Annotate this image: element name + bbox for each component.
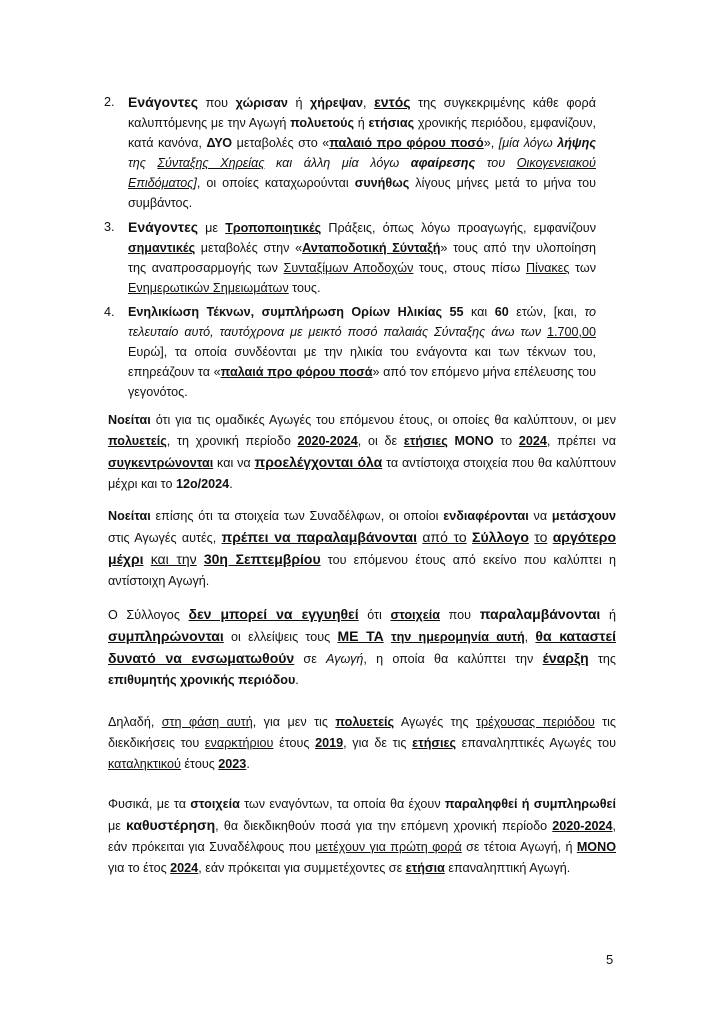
text-run: 2020-2024 [297, 434, 358, 448]
text-run: πολυετείς [335, 715, 395, 729]
text-run: σε [294, 652, 327, 666]
text-run: πρέπει να παραλαμβάνονται [221, 529, 417, 545]
text-run: έτους [180, 757, 219, 771]
text-run: , [524, 630, 536, 644]
text-run: 12ο/2024 [175, 477, 230, 491]
text-run: ΜΟΝΟ [576, 840, 616, 854]
text-run: ενδιαφέρονται [443, 509, 529, 523]
text-run: στοιχεία [390, 608, 441, 622]
text-run: Συνταξίμων Αποδοχών [283, 261, 414, 275]
text-run: , θα διεκδικηθούν ποσά για την επόμενη χρονική περίοδο [215, 819, 553, 833]
list-item [104, 92, 597, 213]
text-run: , για δε τις [343, 736, 413, 750]
text-run: να [528, 509, 552, 523]
text-run: . [229, 477, 233, 491]
text-run: επαναληπτικές Αγωγές του [456, 736, 616, 750]
text-run: μετάσχουν [551, 509, 616, 523]
text-run: λήψης [557, 136, 597, 150]
text-run: με [198, 221, 226, 235]
text-run: Δηλαδή, [108, 715, 162, 729]
text-run: σε τέτοια Αγωγή, ή [461, 840, 577, 854]
text-run: την ημερομηνία αυτή [390, 630, 525, 644]
text-run: στοιχεία [190, 797, 240, 811]
text-run: από το [422, 529, 467, 545]
text-run: , [363, 96, 375, 110]
text-run: και [463, 305, 495, 319]
text-run: Φυσικά, με τα [108, 797, 191, 811]
text-run: πολυετούς [290, 116, 355, 130]
text-run: ] [193, 176, 197, 190]
text-run: συγκεντρώνονται [108, 456, 214, 470]
text-run: Σύλλογο [472, 529, 529, 545]
text-run: Ενάγοντες [128, 219, 199, 235]
text-run: . [246, 757, 250, 771]
text-run: Πράξεις, όπως λόγω προαγωγής, εμφανίζουν [321, 221, 596, 235]
text-run: ετήσιες [403, 434, 448, 448]
text-run: ετήσιας [368, 116, 415, 130]
text-run: ΔΥΟ [206, 136, 233, 150]
text-run: 30η Σεπτεμβρίου [203, 551, 321, 567]
text-run: , οι οποίες καταχωρούνται [196, 176, 355, 190]
text-run: εναρκτήριου [204, 736, 274, 750]
paragraph [108, 794, 616, 879]
text-run: θα καταστεί δυνατό να ενσωματωθούν [108, 628, 616, 666]
text-run: μεταβολές στην « [195, 241, 303, 255]
text-run: τις διεκδικήσεις του [108, 715, 616, 750]
text-run: το [493, 434, 519, 448]
list-item [104, 217, 596, 298]
text-run: της [128, 156, 158, 170]
page-number: 5 [606, 952, 614, 967]
text-run: των [569, 261, 596, 275]
text-run: παραληφθεί ή συμπληρωθεί [444, 797, 617, 811]
text-run: έτους [273, 736, 316, 750]
text-run: στις Αγωγές αυτές, [108, 531, 222, 545]
text-run: » τους από την υλοποίηση της αναπροσαρμογής των [128, 241, 596, 275]
text-run: λίγους μήνες μετά το μήνα του συμβάντος. [128, 176, 596, 210]
text-run: τους, στους πίσω [413, 261, 526, 275]
text-run: μετέχουν για πρώτη φορά [315, 840, 462, 854]
text-run: χήρεψαν [310, 96, 363, 110]
text-run: των εναγόντων, τα οποία θα έχουν [239, 797, 445, 811]
list-number: 2. [104, 95, 115, 109]
text-run: επίσης ότι τα στοιχεία των Συναδέλφων, οι οποίοι [150, 509, 444, 523]
text-run: επιθυμητής χρονικής περιόδου [108, 673, 296, 687]
text-run: Νοείται [108, 413, 151, 427]
text-run: ετήσια [405, 861, 445, 875]
text-run: ότι [358, 608, 391, 622]
text-run: ετήσιες [412, 736, 457, 750]
text-run: τα αντίστοιχα στοιχεία που θα καλύπτουν μέχρι και το [108, 456, 617, 491]
text-run: , η οποία θα καλύπτει την [363, 652, 543, 666]
text-run: 2023 [218, 757, 247, 771]
text-run: και άλλη μία λόγω [264, 156, 411, 170]
paragraph [108, 506, 616, 592]
text-run: Σύνταξης Χηρείας [157, 156, 265, 170]
text-run: προελέγχονται όλα [254, 454, 383, 470]
text-run: ετών, [και, [508, 305, 585, 319]
text-run: του επόμενου έτους από εκείνο που καλύπτει η αντίστοιχη Αγωγή. [108, 553, 616, 588]
text-run: το τελευταίο αυτό, ταυτόχρονα με μεικτό ποσό παλαιάς Σύνταξης άνω των [128, 305, 596, 339]
text-run: Ανταποδοτική Σύνταξή [302, 241, 441, 255]
text-run: τρέχουσας περιόδου [476, 715, 595, 729]
text-run: χώρισαν [235, 96, 288, 110]
text-run: . [295, 673, 299, 687]
text-run: Ενημερωτικών Σημειωμάτων [128, 281, 289, 295]
list-item [104, 302, 597, 402]
text-run [384, 630, 391, 644]
text-run: της συγκεκριμένης κάθε φορά καλυπτόμενης με την Αγωγή [128, 96, 596, 130]
list-number: 3. [104, 220, 115, 234]
text-run: ή [354, 116, 369, 130]
paragraph [108, 604, 616, 691]
text-run: ή [287, 96, 311, 110]
text-run: τους. [288, 281, 321, 295]
text-run [144, 553, 151, 567]
text-run: μεταβολές στο « [232, 136, 330, 150]
paragraph [108, 410, 616, 495]
text-run: επαναληπτική Αγωγή. [444, 861, 571, 875]
text-run: δεν μπορεί να εγγυηθεί [188, 606, 359, 622]
text-run [197, 553, 204, 567]
text-run: αργότερο μέχρι [108, 529, 617, 567]
text-run: , εάν πρόκειται για συμμετέχοντες σε [198, 861, 406, 875]
text-run: » από τον επόμενο μήνα επέλευσης του γεγονότος. [128, 365, 597, 399]
text-run: χρονικής περιόδου, εμφανίζουν, κατά κανόνα, [128, 116, 596, 150]
text-run: της [588, 652, 617, 666]
text-run: σημαντικές [128, 241, 196, 255]
text-run: Ενάγοντες [128, 94, 199, 110]
text-run: 2024 [518, 434, 547, 448]
text-run: και την [150, 551, 197, 567]
text-run: Νοείται [108, 509, 151, 523]
text-run: 2024 [170, 861, 199, 875]
text-run: 60 [494, 305, 509, 319]
text-run: , πρέπει να [546, 434, 616, 448]
text-run: 2020-2024 [552, 819, 613, 833]
text-run: ή [600, 608, 616, 622]
text-run: , τη χρονική περίοδο [166, 434, 298, 448]
text-run: ότι για τις ομαδικές Αγωγές του επόμενου έτους, οι οποίες θα καλύπτουν, οι μεν [150, 413, 616, 427]
text-run: που [440, 608, 480, 622]
text-run: 2019 [315, 736, 344, 750]
text-run: καθυστέρηση [126, 817, 216, 833]
text-run: ΜΕ ΤΑ [337, 628, 384, 644]
text-run: συνήθως [354, 176, 410, 190]
text-run: παραλαμβάνονται [479, 606, 601, 622]
text-run: 1.700,00 [546, 325, 596, 339]
text-run: στη φάση αυτή [161, 715, 253, 729]
text-run: εντός [374, 94, 411, 110]
text-run: και να [213, 456, 255, 470]
text-run: οι ελλείψεις τους [223, 630, 338, 644]
text-run: Αγωγή [326, 652, 364, 666]
text-run: Ευρώ], τα οποία συνδέονται με την ηλικία του ενάγοντα και των τέκνων του, επηρεάζουν τα « [128, 345, 596, 379]
paragraph [108, 712, 616, 775]
text-run: », [483, 136, 499, 150]
text-run: πολυετείς [108, 434, 167, 448]
text-run: Ενηλικίωση Τέκνων, συμπλήρωση Ορίων Ηλικίας 55 [128, 305, 464, 319]
text-run: Τροποποιητικές [225, 221, 322, 235]
list-number: 4. [104, 305, 115, 319]
text-run: για το έτος [108, 861, 171, 875]
text-run: ΜΟΝΟ [454, 434, 494, 448]
text-run: καταληκτικού [108, 757, 181, 771]
text-run: , για μεν τις [252, 715, 336, 729]
text-run: Πίνακες [525, 261, 570, 275]
text-run: παλαιό προ φόρου ποσό [329, 136, 484, 150]
text-run: το [534, 529, 548, 545]
text-run: έναρξη [542, 650, 589, 666]
text-run: του [475, 156, 517, 170]
text-run: [μία λόγω [498, 136, 558, 150]
text-run: , οι δε [357, 434, 404, 448]
numbered-list [104, 92, 597, 402]
text-run: που [198, 96, 236, 110]
text-run: αφαίρεσης [410, 156, 476, 170]
text-run: με [108, 819, 127, 833]
text-run: Ο Σύλλογος [108, 608, 189, 622]
text-run: , εάν πρόκειται για Συναδέλφους που [108, 819, 616, 854]
text-run: Αγωγές της [394, 715, 477, 729]
text-run: Οικογενειακού Επιδόματος [128, 156, 596, 190]
text-run: παλαιά προ φόρου ποσά [220, 365, 373, 379]
text-run: συμπληρώνονται [108, 628, 224, 644]
